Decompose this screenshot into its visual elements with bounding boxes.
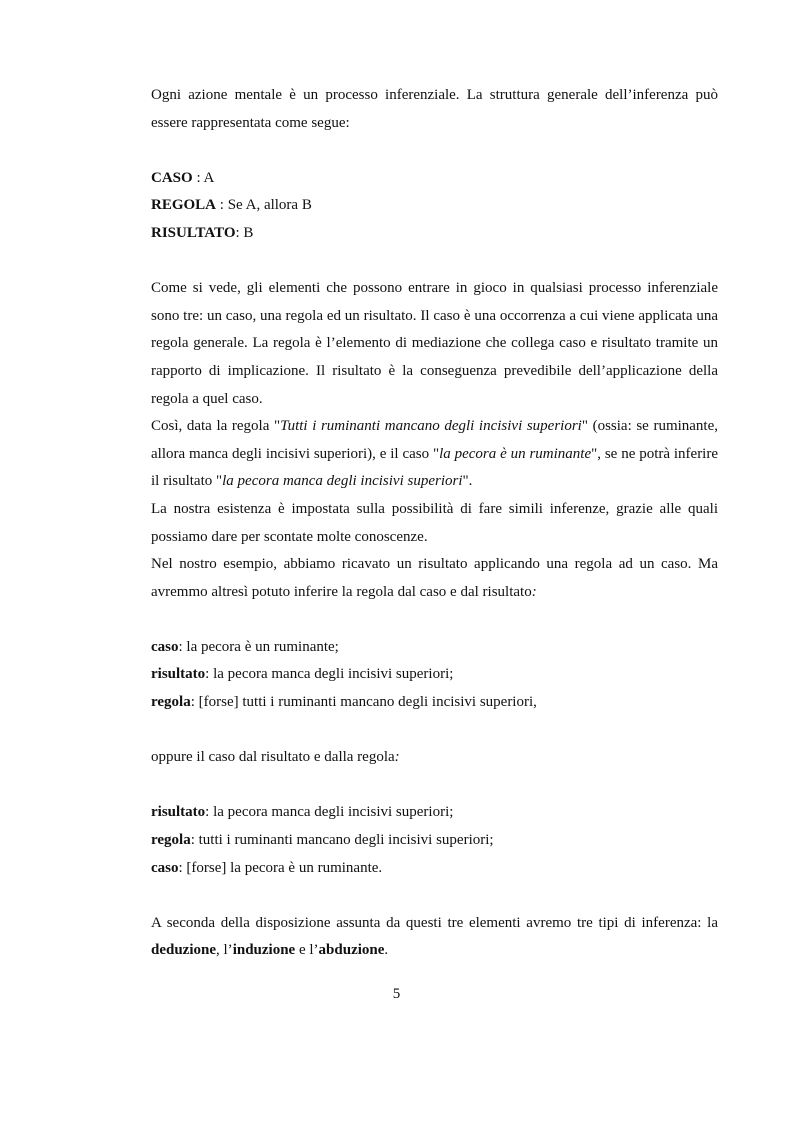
structure-caso: CASO : A	[151, 169, 215, 186]
spacer	[151, 717, 718, 745]
page-body	[151, 82, 718, 965]
regola-label: REGOLA	[151, 197, 217, 214]
paragraph-existence: La nostra esistenza è impostata sulla possibilità di fare simili inferenze, grazie alle quali possiamo dare per scontate molte conoscenze.	[151, 500, 718, 545]
caso-label: CASO	[151, 169, 193, 186]
structure-regola: REGOLA : Se A, allora B	[151, 197, 312, 214]
spacer	[151, 606, 718, 634]
example2-line: caso: [forse] la pecora è un ruminante.	[151, 859, 383, 876]
structure-risultato: RISULTATO: B	[151, 224, 254, 241]
example1-line: caso: la pecora è un ruminante;	[151, 638, 339, 655]
spacer	[151, 882, 718, 910]
paragraph-elements: Come si vede, gli elementi che possono entrare in gioco in qualsiasi processo inferenziale sono tre: un caso, una regola ed un risultato. Il caso è una occorrenza a cui viene applicata una regola generale. La regola è l’elemento di mediazione che collega caso e risultato tramite un rapporto di implicazione. Il risultato è la conseguenza prevedibile dell’applicazione della regola a quel caso.	[151, 280, 718, 407]
oppure-line: oppure il caso dal risultato e dalla regola:	[151, 749, 400, 766]
example2-line: regola: tutti i ruminanti mancano degli incisivi superiori;	[151, 832, 494, 849]
intro-paragraph: Ogni azione mentale è un processo inferenziale. La struttura generale dell’inferenza può essere rappresentata come segue:	[151, 87, 718, 131]
page-number: 5	[392, 986, 401, 1002]
paragraph-example: Così, data la regola "Tutti i ruminanti mancano degli incisivi superiori" (ossia: se ruminante, allora manca degli incisivi superiori), e il caso "la pecora è un ruminante", se ne potrà inferire il risultato "la pecora manca degli incisivi superiori".	[151, 418, 719, 490]
conclusion-paragraph: A seconda della disposizione assunta da questi tre elementi avremo tre tipi di inferenza: la deduzione, l’induzione e l’abduzione.	[151, 914, 718, 959]
spacer	[151, 137, 718, 165]
spacer	[151, 772, 718, 800]
example1-line: regola: [forse] tutti i ruminanti mancano degli incisivi superiori,	[151, 694, 537, 711]
example1-line: risultato: la pecora manca degli incisivi superiori;	[151, 666, 454, 683]
paragraph-inference: Nel nostro esempio, abbiamo ricavato un risultato applicando una regola ad un caso. Ma avremmo altresì potuto inferire la regola dal caso e dal risultato:	[151, 556, 718, 600]
spacer	[151, 248, 718, 276]
example2-line: risultato: la pecora manca degli incisivi superiori;	[151, 804, 454, 821]
risultato-label: RISULTATO	[151, 224, 236, 241]
